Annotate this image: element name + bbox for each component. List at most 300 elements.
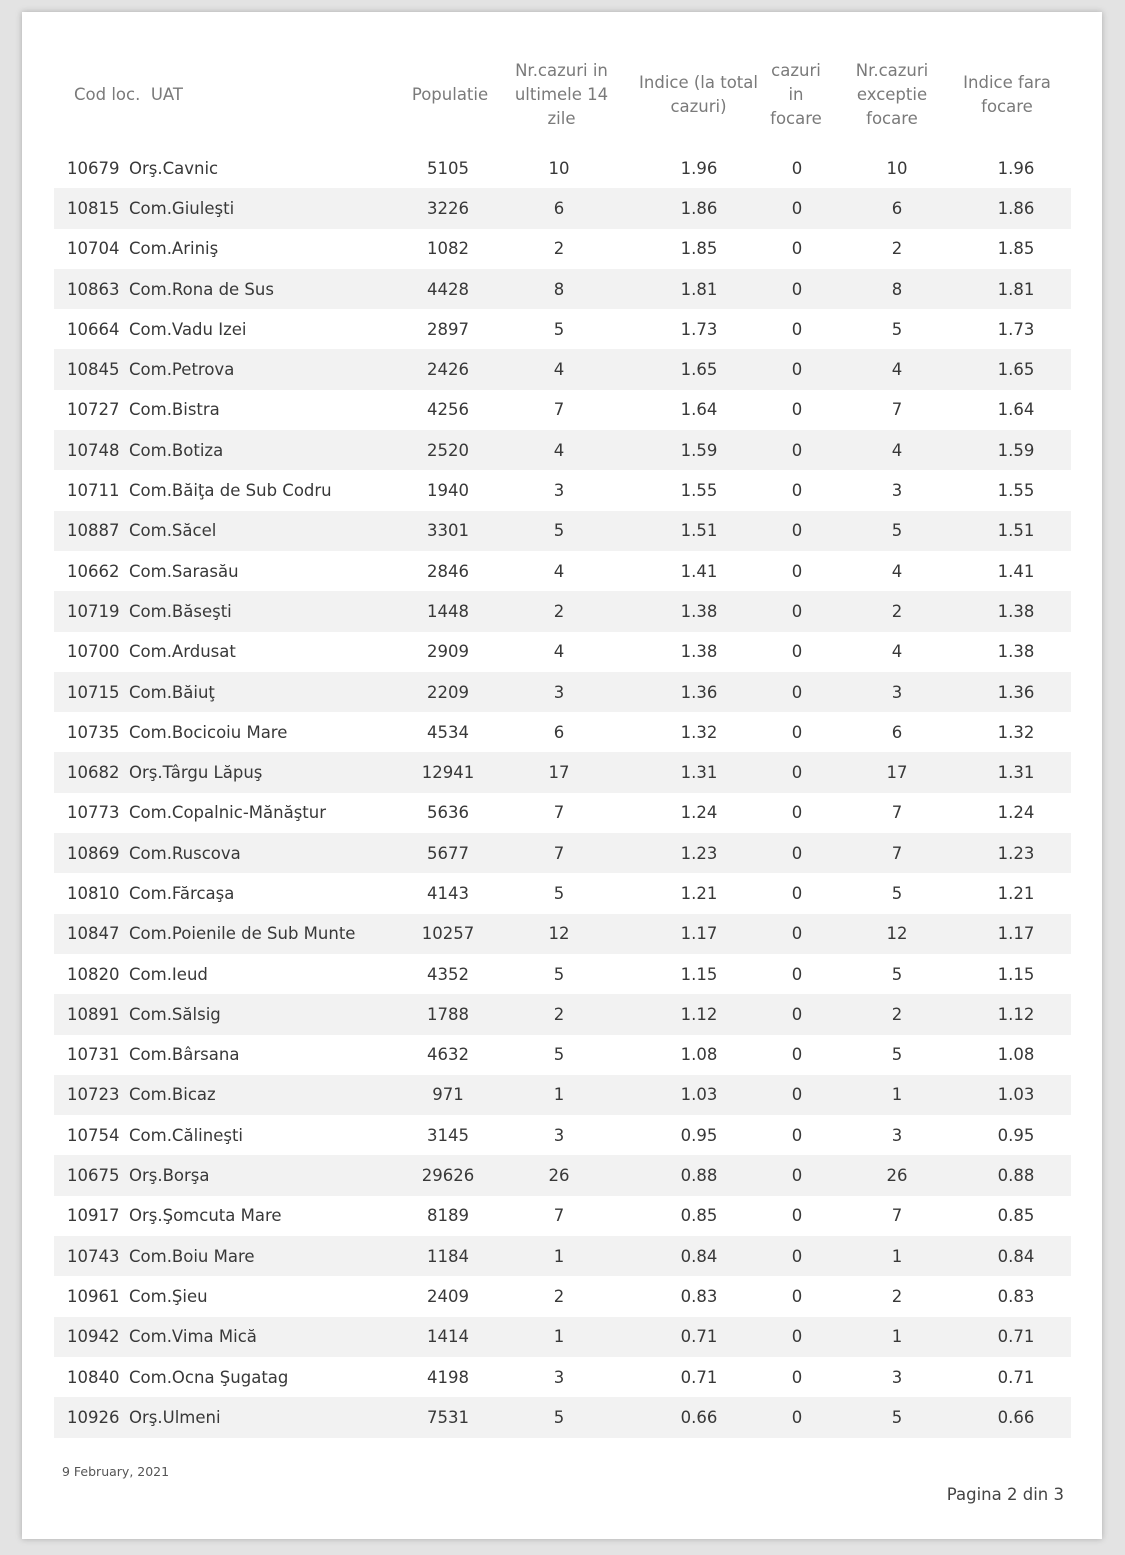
cell-population: 3301 [427, 521, 469, 541]
cell-population: 1788 [427, 1004, 469, 1024]
cell-index-total: 1.55 [680, 481, 718, 501]
cell-code: 10845 [67, 360, 120, 380]
cell-index-total: 0.85 [680, 1206, 718, 1226]
cell-uat-name: Com.Bicaz [129, 1085, 216, 1105]
cell-cases-focare: 0 [791, 1085, 803, 1105]
cell-population: 10257 [421, 924, 475, 944]
cell-cases-focare: 0 [791, 803, 803, 823]
cell-index-total: 1.15 [680, 964, 718, 984]
cell-cases-exceptie: 7 [891, 1206, 903, 1226]
cell-index-total: 1.12 [680, 1004, 718, 1024]
cell-uat-name: Com.Ruscova [129, 843, 241, 863]
cell-cases-focare: 0 [791, 601, 803, 621]
cell-cases-exceptie: 4 [891, 440, 903, 460]
cell-index-total: 1.32 [680, 722, 718, 742]
cell-cases-14-days: 26 [548, 1166, 570, 1186]
table-row [54, 1155, 1071, 1195]
cell-uat-name: Com.Ieud [129, 964, 208, 984]
cell-index-fara-focare: 1.96 [997, 158, 1035, 178]
cell-cases-14-days: 2 [553, 601, 565, 621]
cell-index-fara-focare: 1.17 [997, 924, 1035, 944]
cell-index-total: 0.66 [680, 1407, 718, 1427]
cell-cases-14-days: 1 [553, 1246, 565, 1266]
cell-uat-name: Com.Fărcaşa [129, 883, 235, 903]
cell-cases-14-days: 1 [553, 1085, 565, 1105]
cell-index-fara-focare: 1.55 [997, 481, 1035, 501]
cell-cases-14-days: 7 [553, 843, 565, 863]
cell-index-fara-focare: 1.31 [997, 763, 1035, 783]
cell-cases-exceptie: 26 [886, 1166, 908, 1186]
cell-index-fara-focare: 1.64 [997, 400, 1035, 420]
cell-code: 10926 [67, 1407, 120, 1427]
cell-index-total: 0.84 [680, 1246, 718, 1266]
cell-cases-exceptie: 2 [891, 1004, 903, 1024]
cell-cases-exceptie: 1 [891, 1085, 903, 1105]
table-row [54, 954, 1071, 994]
cell-code: 10840 [67, 1367, 120, 1387]
cell-index-fara-focare: 1.08 [997, 1045, 1035, 1065]
cell-index-fara-focare: 0.88 [997, 1166, 1035, 1186]
cell-population: 2520 [427, 440, 469, 460]
cell-index-total: 1.21 [680, 883, 718, 903]
cell-cases-exceptie: 7 [891, 400, 903, 420]
cell-cases-exceptie: 7 [891, 803, 903, 823]
cell-cases-14-days: 2 [553, 1286, 565, 1306]
cell-index-fara-focare: 0.71 [997, 1367, 1035, 1387]
cell-uat-name: Com.Săcel [129, 521, 217, 541]
cell-population: 12941 [421, 763, 475, 783]
table-row [54, 994, 1071, 1034]
cell-index-total: 0.71 [680, 1367, 718, 1387]
cell-population: 4534 [427, 722, 469, 742]
cell-index-fara-focare: 1.38 [997, 642, 1035, 662]
cell-index-fara-focare: 0.83 [997, 1286, 1035, 1306]
table-row [54, 1115, 1071, 1155]
cell-population: 8189 [427, 1206, 469, 1226]
cell-index-total: 0.95 [680, 1125, 718, 1145]
cell-index-total: 1.73 [680, 319, 718, 339]
cell-code: 10735 [67, 722, 120, 742]
cell-cases-14-days: 2 [553, 239, 565, 259]
header-index-fara-focare: Indice fara focare [963, 73, 1051, 116]
cell-index-total: 1.38 [680, 642, 718, 662]
cell-code: 10704 [67, 239, 120, 259]
cell-population: 29626 [421, 1166, 475, 1186]
cell-index-fara-focare: 1.51 [997, 521, 1035, 541]
cell-cases-14-days: 5 [553, 521, 565, 541]
cell-cases-exceptie: 7 [891, 843, 903, 863]
cell-uat-name: Com.Bocicoiu Mare [129, 722, 288, 742]
cell-code: 10675 [67, 1166, 120, 1186]
cell-population: 5677 [427, 843, 469, 863]
table-row [54, 1035, 1071, 1075]
cell-uat-name: Com.Boiu Mare [129, 1246, 255, 1266]
cell-cases-focare: 0 [791, 521, 803, 541]
cell-code: 10727 [67, 400, 120, 420]
cell-population: 2897 [427, 319, 469, 339]
cell-index-total: 1.96 [680, 158, 718, 178]
cell-index-fara-focare: 1.36 [997, 682, 1035, 702]
cell-uat-name: Com.Sarasău [129, 561, 239, 581]
cell-population: 2209 [427, 682, 469, 702]
cell-index-fara-focare: 1.81 [997, 279, 1035, 299]
cell-cases-14-days: 7 [553, 1206, 565, 1226]
cell-uat-name: Orş.Borşa [129, 1166, 210, 1186]
cell-uat-name: Com.Băseşti [129, 601, 232, 621]
cell-code: 10719 [67, 601, 120, 621]
cell-cases-exceptie: 5 [891, 1045, 903, 1065]
table-row [54, 672, 1071, 712]
cell-cases-exceptie: 5 [891, 1407, 903, 1427]
cell-population: 5636 [427, 803, 469, 823]
cell-index-total: 1.31 [680, 763, 718, 783]
table-header [54, 52, 1071, 138]
cell-cases-focare: 0 [791, 400, 803, 420]
cell-cases-focare: 0 [791, 198, 803, 218]
cell-cases-14-days: 4 [553, 642, 565, 662]
cell-uat-name: Orş.Şomcuta Mare [129, 1206, 282, 1226]
cell-index-total: 1.36 [680, 682, 718, 702]
cell-cases-exceptie: 8 [891, 279, 903, 299]
document-page [22, 12, 1102, 1539]
cell-uat-name: Orş.Ulmeni [129, 1407, 221, 1427]
cell-code: 10662 [67, 561, 120, 581]
cell-index-fara-focare: 1.15 [997, 964, 1035, 984]
cell-cases-exceptie: 4 [891, 360, 903, 380]
cell-population: 1184 [427, 1246, 469, 1266]
cell-uat-name: Com.Poienile de Sub Munte [129, 924, 356, 944]
cell-cases-exceptie: 2 [891, 239, 903, 259]
cell-cases-14-days: 1 [553, 1327, 565, 1347]
cell-population: 1082 [427, 239, 469, 259]
table-row [54, 511, 1071, 551]
cell-population: 4256 [427, 400, 469, 420]
cell-population: 1940 [427, 481, 469, 501]
cell-cases-14-days: 4 [553, 561, 565, 581]
cell-cases-14-days: 5 [553, 1407, 565, 1427]
cell-cases-exceptie: 1 [891, 1246, 903, 1266]
cell-population: 3145 [427, 1125, 469, 1145]
table-row [54, 1317, 1071, 1357]
cell-cases-focare: 0 [791, 239, 803, 259]
cell-cases-14-days: 5 [553, 883, 565, 903]
cell-population: 4198 [427, 1367, 469, 1387]
cell-population: 971 [432, 1085, 464, 1105]
cell-index-fara-focare: 1.12 [997, 1004, 1035, 1024]
cell-cases-focare: 0 [791, 682, 803, 702]
table-row [54, 470, 1071, 510]
cell-cases-focare: 0 [791, 1206, 803, 1226]
cell-cases-exceptie: 5 [891, 964, 903, 984]
cell-cases-focare: 0 [791, 1246, 803, 1266]
cell-cases-14-days: 3 [553, 682, 565, 702]
cell-cases-14-days: 8 [553, 279, 565, 299]
cell-code: 10847 [67, 924, 120, 944]
cell-cases-14-days: 12 [548, 924, 570, 944]
cell-index-fara-focare: 0.66 [997, 1407, 1035, 1427]
table-row [54, 1236, 1071, 1276]
cell-code: 10748 [67, 440, 120, 460]
cell-cases-14-days: 5 [553, 1045, 565, 1065]
cell-cases-focare: 0 [791, 440, 803, 460]
cell-cases-14-days: 3 [553, 1367, 565, 1387]
cell-cases-focare: 0 [791, 319, 803, 339]
table-row [54, 914, 1071, 954]
cell-cases-14-days: 6 [553, 722, 565, 742]
cell-code: 10711 [67, 481, 120, 501]
cell-population: 1414 [427, 1327, 469, 1347]
cell-uat-name: Orş.Cavnic [129, 158, 219, 178]
cell-cases-14-days: 3 [553, 481, 565, 501]
cell-cases-focare: 0 [791, 360, 803, 380]
cell-population: 5105 [427, 158, 469, 178]
cell-uat-name: Com.Ardusat [129, 642, 236, 662]
cell-population: 4632 [427, 1045, 469, 1065]
cell-code: 10731 [67, 1045, 120, 1065]
cell-cases-focare: 0 [791, 1367, 803, 1387]
cell-uat-name: Com.Vima Mică [129, 1327, 257, 1347]
cell-cases-focare: 0 [791, 763, 803, 783]
cell-code: 10682 [67, 763, 120, 783]
cell-cases-focare: 0 [791, 924, 803, 944]
cell-code: 10679 [67, 158, 120, 178]
cell-population: 7531 [427, 1407, 469, 1427]
cell-population: 4428 [427, 279, 469, 299]
header-index-total: Indice (la total cazuri) [639, 73, 758, 116]
table-row [54, 752, 1071, 792]
cell-index-total: 0.88 [680, 1166, 718, 1186]
cell-index-total: 1.03 [680, 1085, 718, 1105]
page-number: Pagina 2 din 3 [946, 1485, 1064, 1504]
cell-cases-focare: 0 [791, 1407, 803, 1427]
cell-cases-exceptie: 12 [886, 924, 908, 944]
table-row [54, 349, 1071, 389]
cell-cases-focare: 0 [791, 1045, 803, 1065]
cell-uat-name: Com.Bârsana [129, 1045, 240, 1065]
cell-cases-focare: 0 [791, 1286, 803, 1306]
cell-population: 2846 [427, 561, 469, 581]
cell-index-total: 1.59 [680, 440, 718, 460]
cell-cases-14-days: 3 [553, 1125, 565, 1145]
cell-uat-name: Com.Băiţa de Sub Codru [129, 481, 332, 501]
cell-code: 10810 [67, 883, 120, 903]
cell-index-fara-focare: 1.32 [997, 722, 1035, 742]
cell-cases-focare: 0 [791, 642, 803, 662]
cell-cases-14-days: 4 [553, 440, 565, 460]
cell-cases-exceptie: 2 [891, 1286, 903, 1306]
cell-uat-name: Com.Şieu [129, 1286, 208, 1306]
cell-index-total: 1.86 [680, 198, 718, 218]
cell-index-fara-focare: 1.85 [997, 239, 1035, 259]
cell-cases-focare: 0 [791, 279, 803, 299]
cell-index-total: 1.38 [680, 601, 718, 621]
cell-cases-focare: 0 [791, 561, 803, 581]
cell-code: 10887 [67, 521, 120, 541]
cell-index-total: 0.83 [680, 1286, 718, 1306]
cell-population: 2409 [427, 1286, 469, 1306]
data-table [54, 52, 1071, 1438]
cell-cases-focare: 0 [791, 843, 803, 863]
cell-uat-name: Com.Sălsig [129, 1004, 221, 1024]
cell-index-fara-focare: 1.73 [997, 319, 1035, 339]
cell-cases-exceptie: 6 [891, 198, 903, 218]
cell-cases-14-days: 5 [553, 964, 565, 984]
table-row [54, 1276, 1071, 1316]
cell-cases-focare: 0 [791, 1004, 803, 1024]
cell-index-fara-focare: 1.38 [997, 601, 1035, 621]
cell-index-total: 1.65 [680, 360, 718, 380]
cell-cases-focare: 0 [791, 1166, 803, 1186]
cell-index-fara-focare: 0.71 [997, 1327, 1035, 1347]
cell-index-fara-focare: 0.84 [997, 1246, 1035, 1266]
cell-cases-exceptie: 17 [886, 763, 908, 783]
cell-index-fara-focare: 1.23 [997, 843, 1035, 863]
cell-code: 10917 [67, 1206, 120, 1226]
cell-cases-exceptie: 3 [891, 1125, 903, 1145]
cell-index-total: 1.64 [680, 400, 718, 420]
document-date: 9 February, 2021 [62, 1464, 170, 1479]
table-row [54, 833, 1071, 873]
table-row [54, 390, 1071, 430]
cell-index-total: 0.71 [680, 1327, 718, 1347]
cell-index-fara-focare: 1.65 [997, 360, 1035, 380]
header-cases-14-days: Nr.cazuri in ultimele 14 zile [514, 61, 609, 128]
cell-cases-exceptie: 6 [891, 722, 903, 742]
table-row [54, 591, 1071, 631]
table-body [54, 148, 1071, 1438]
cell-population: 1448 [427, 601, 469, 621]
cell-cases-14-days: 5 [553, 319, 565, 339]
table-row [54, 430, 1071, 470]
cell-code: 10715 [67, 682, 120, 702]
table-row [54, 269, 1071, 309]
cell-cases-14-days: 6 [553, 198, 565, 218]
cell-index-total: 1.51 [680, 521, 718, 541]
cell-cases-14-days: 4 [553, 360, 565, 380]
cell-cases-exceptie: 3 [891, 682, 903, 702]
cell-index-total: 1.85 [680, 239, 718, 259]
cell-cases-focare: 0 [791, 883, 803, 903]
table-row [54, 793, 1071, 833]
cell-code: 10942 [67, 1327, 120, 1347]
cell-code: 10869 [67, 843, 120, 863]
cell-uat-name: Com.Bistra [129, 400, 220, 420]
table-row [54, 712, 1071, 752]
cell-cases-exceptie: 3 [891, 481, 903, 501]
cell-cases-focare: 0 [791, 964, 803, 984]
cell-cases-focare: 0 [791, 481, 803, 501]
cell-code: 10961 [67, 1286, 120, 1306]
cell-cases-14-days: 17 [548, 763, 570, 783]
cell-population: 2426 [427, 360, 469, 380]
cell-cases-focare: 0 [791, 158, 803, 178]
cell-cases-exceptie: 1 [891, 1327, 903, 1347]
cell-population: 4143 [427, 883, 469, 903]
cell-code: 10815 [67, 198, 120, 218]
table-row [54, 1196, 1071, 1236]
cell-code: 10723 [67, 1085, 120, 1105]
cell-cases-exceptie: 10 [886, 158, 908, 178]
cell-index-fara-focare: 1.21 [997, 883, 1035, 903]
cell-code: 10773 [67, 803, 120, 823]
cell-index-total: 1.17 [680, 924, 718, 944]
cell-cases-exceptie: 3 [891, 1367, 903, 1387]
cell-cases-14-days: 7 [553, 400, 565, 420]
cell-population: 4352 [427, 964, 469, 984]
cell-cases-14-days: 7 [553, 803, 565, 823]
cell-uat-name: Com.Giuleşti [129, 198, 235, 218]
cell-code: 10700 [67, 642, 120, 662]
cell-cases-14-days: 2 [553, 1004, 565, 1024]
cell-cases-exceptie: 5 [891, 883, 903, 903]
table-row [54, 632, 1071, 672]
cell-uat-name: Com.Ariniş [129, 239, 219, 259]
cell-uat-name: Com.Vadu Izei [129, 319, 247, 339]
cell-index-total: 1.81 [680, 279, 718, 299]
header-code-uat: Cod loc. UAT [74, 85, 183, 104]
cell-cases-focare: 0 [791, 1125, 803, 1145]
cell-population: 2909 [427, 642, 469, 662]
cell-cases-14-days: 10 [548, 158, 570, 178]
cell-cases-exceptie: 4 [891, 642, 903, 662]
cell-cases-focare: 0 [791, 722, 803, 742]
cell-uat-name: Orş.Târgu Lăpuş [129, 763, 263, 783]
cell-cases-exceptie: 5 [891, 521, 903, 541]
table-row [54, 188, 1071, 228]
cell-uat-name: Com.Botiza [129, 440, 224, 460]
cell-uat-name: Com.Rona de Sus [129, 279, 274, 299]
cell-index-total: 1.24 [680, 803, 718, 823]
header-cases-exceptie: Nr.cazuri exceptie focare [855, 61, 929, 128]
cell-uat-name: Com.Ocna Şugatag [129, 1367, 289, 1387]
table-row [54, 1075, 1071, 1115]
header-cases-focare: cazuri in focare [770, 61, 822, 128]
table-row [54, 148, 1071, 188]
cell-index-fara-focare: 1.59 [997, 440, 1035, 460]
cell-uat-name: Com.Copalnic-Mănăştur [129, 803, 327, 823]
cell-index-total: 1.41 [680, 561, 718, 581]
cell-code: 10820 [67, 964, 120, 984]
table-row [54, 309, 1071, 349]
table-row [54, 229, 1071, 269]
cell-cases-focare: 0 [791, 1327, 803, 1347]
cell-index-fara-focare: 1.03 [997, 1085, 1035, 1105]
table-row [54, 1397, 1071, 1437]
cell-code: 10863 [67, 279, 120, 299]
cell-index-fara-focare: 0.85 [997, 1206, 1035, 1226]
table-row [54, 1357, 1071, 1397]
cell-uat-name: Com.Băiuţ [129, 682, 215, 702]
cell-index-total: 1.23 [680, 843, 718, 863]
cell-cases-exceptie: 2 [891, 601, 903, 621]
cell-index-fara-focare: 1.24 [997, 803, 1035, 823]
cell-index-total: 1.08 [680, 1045, 718, 1065]
cell-uat-name: Com.Călineşti [129, 1125, 243, 1145]
cell-code: 10754 [67, 1125, 120, 1145]
cell-index-fara-focare: 1.41 [997, 561, 1035, 581]
cell-cases-exceptie: 4 [891, 561, 903, 581]
cell-code: 10664 [67, 319, 120, 339]
cell-cases-exceptie: 5 [891, 319, 903, 339]
header-population: Populatie [411, 85, 489, 104]
cell-uat-name: Com.Petrova [129, 360, 235, 380]
cell-index-fara-focare: 1.86 [997, 198, 1035, 218]
cell-code: 10891 [67, 1004, 120, 1024]
table-row [54, 873, 1071, 913]
cell-index-fara-focare: 0.95 [997, 1125, 1035, 1145]
cell-code: 10743 [67, 1246, 120, 1266]
cell-population: 3226 [427, 198, 469, 218]
